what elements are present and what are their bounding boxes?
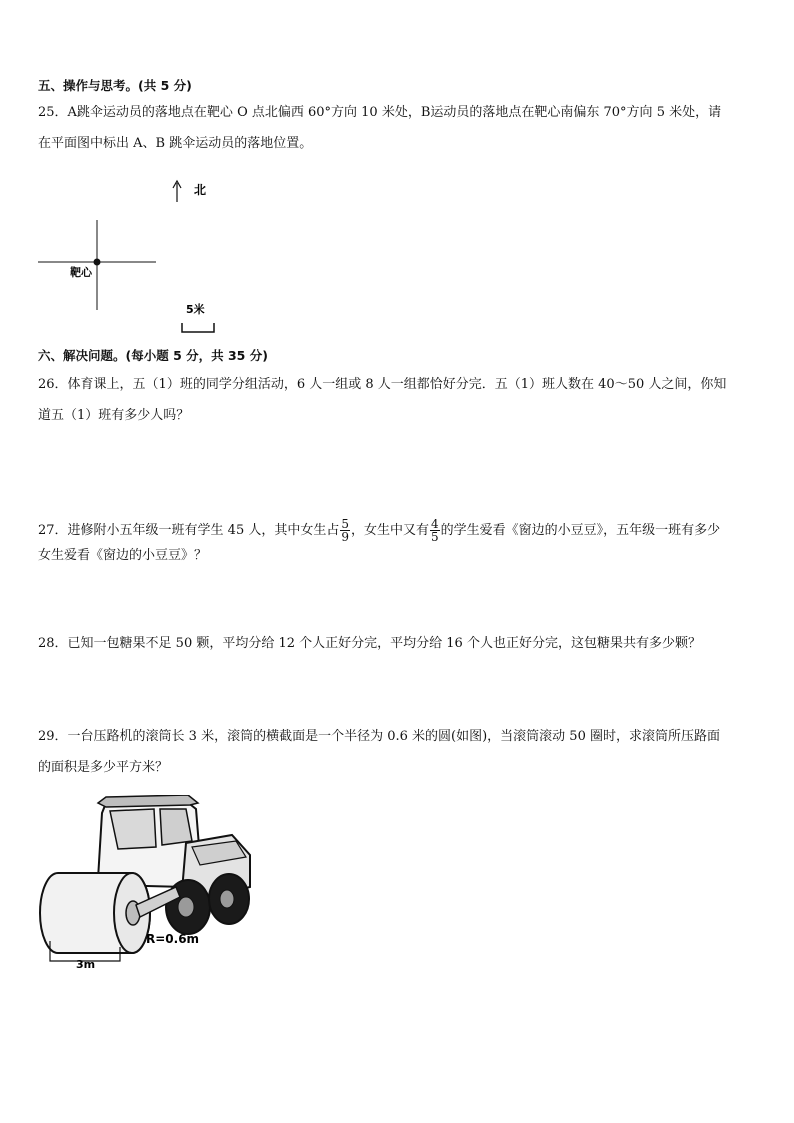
target-center-label: 靶心 [70,266,92,279]
q27-part3: 的学生爱看《窗边的小豆豆》，五年级一班有多少 [440,523,721,538]
q27-line2: 女生爱看《窗边的小豆豆》？ [38,548,208,563]
section6-title: 六、解决问题。(每小题 5 分，共 35 分) [38,348,268,363]
rear-wheel-right-hub [220,890,234,908]
section5-title: 五、操作与思考。(共 5 分) [38,78,192,93]
fraction-five-ninths [340,518,350,543]
length-label: 3m [76,958,96,970]
cab-window-front [110,809,156,849]
target-diagram [30,175,230,340]
road-roller-illustration [36,795,266,970]
north-label: 北 [194,183,207,197]
q26-line2: 道五（1）班有多少人吗？ [38,408,190,423]
rear-wheel-left-hub [178,897,194,917]
north-arrow-icon [173,181,181,202]
cab-window-side [160,809,192,845]
fraction1-denominator: 9 [341,530,349,544]
cab-roof [98,795,198,807]
q25-line1: 25．A跳伞运动员的落地点在靶心 O 点北偏西 60°方向 10 米处，B运动员的落地点在靶心南偏东 70°方向 5 米处，请 [38,105,722,120]
fraction2-numerator: 4 [431,517,439,531]
scale-bar [182,323,214,332]
radius-label: R=0.6m [146,932,200,946]
q28: 28．已知一包糖果不足 50 颗，平均分给 12 个人正好分完，平均分给 16 个人也正好分完，这包糖果共有多少颗？ [38,636,701,651]
q25-line2: 在平面图中标出 A、B 跳伞运动员的落地位置。 [38,136,313,151]
scale-label: 5米 [186,303,205,316]
q27-part2: ，女生中又有 [351,523,430,538]
q27-part1: 27．进修附小五年级一班有学生 45 人，其中女生占 [38,523,340,538]
fraction2-denominator: 5 [431,530,439,544]
fraction-four-fifths [430,518,440,543]
q26-line1: 26．体育课上，五（1）班的同学分组活动，6 人一组或 8 人一组都恰好分完．五（1）班人数在 40～50 人之间，你知 [38,377,727,392]
q29-line1: 29．一台压路机的滚筒长 3 米，滚筒的横截面是一个半径为 0.6 米的圆(如图)，当滚筒滚动 50 圈时，求滚筒所压路面 [38,729,720,744]
target-center-dot [94,259,101,266]
q27-line1 [38,518,720,543]
fraction1-numerator: 5 [341,517,349,531]
q29-line2: 的面积是多少平方米？ [38,760,169,775]
